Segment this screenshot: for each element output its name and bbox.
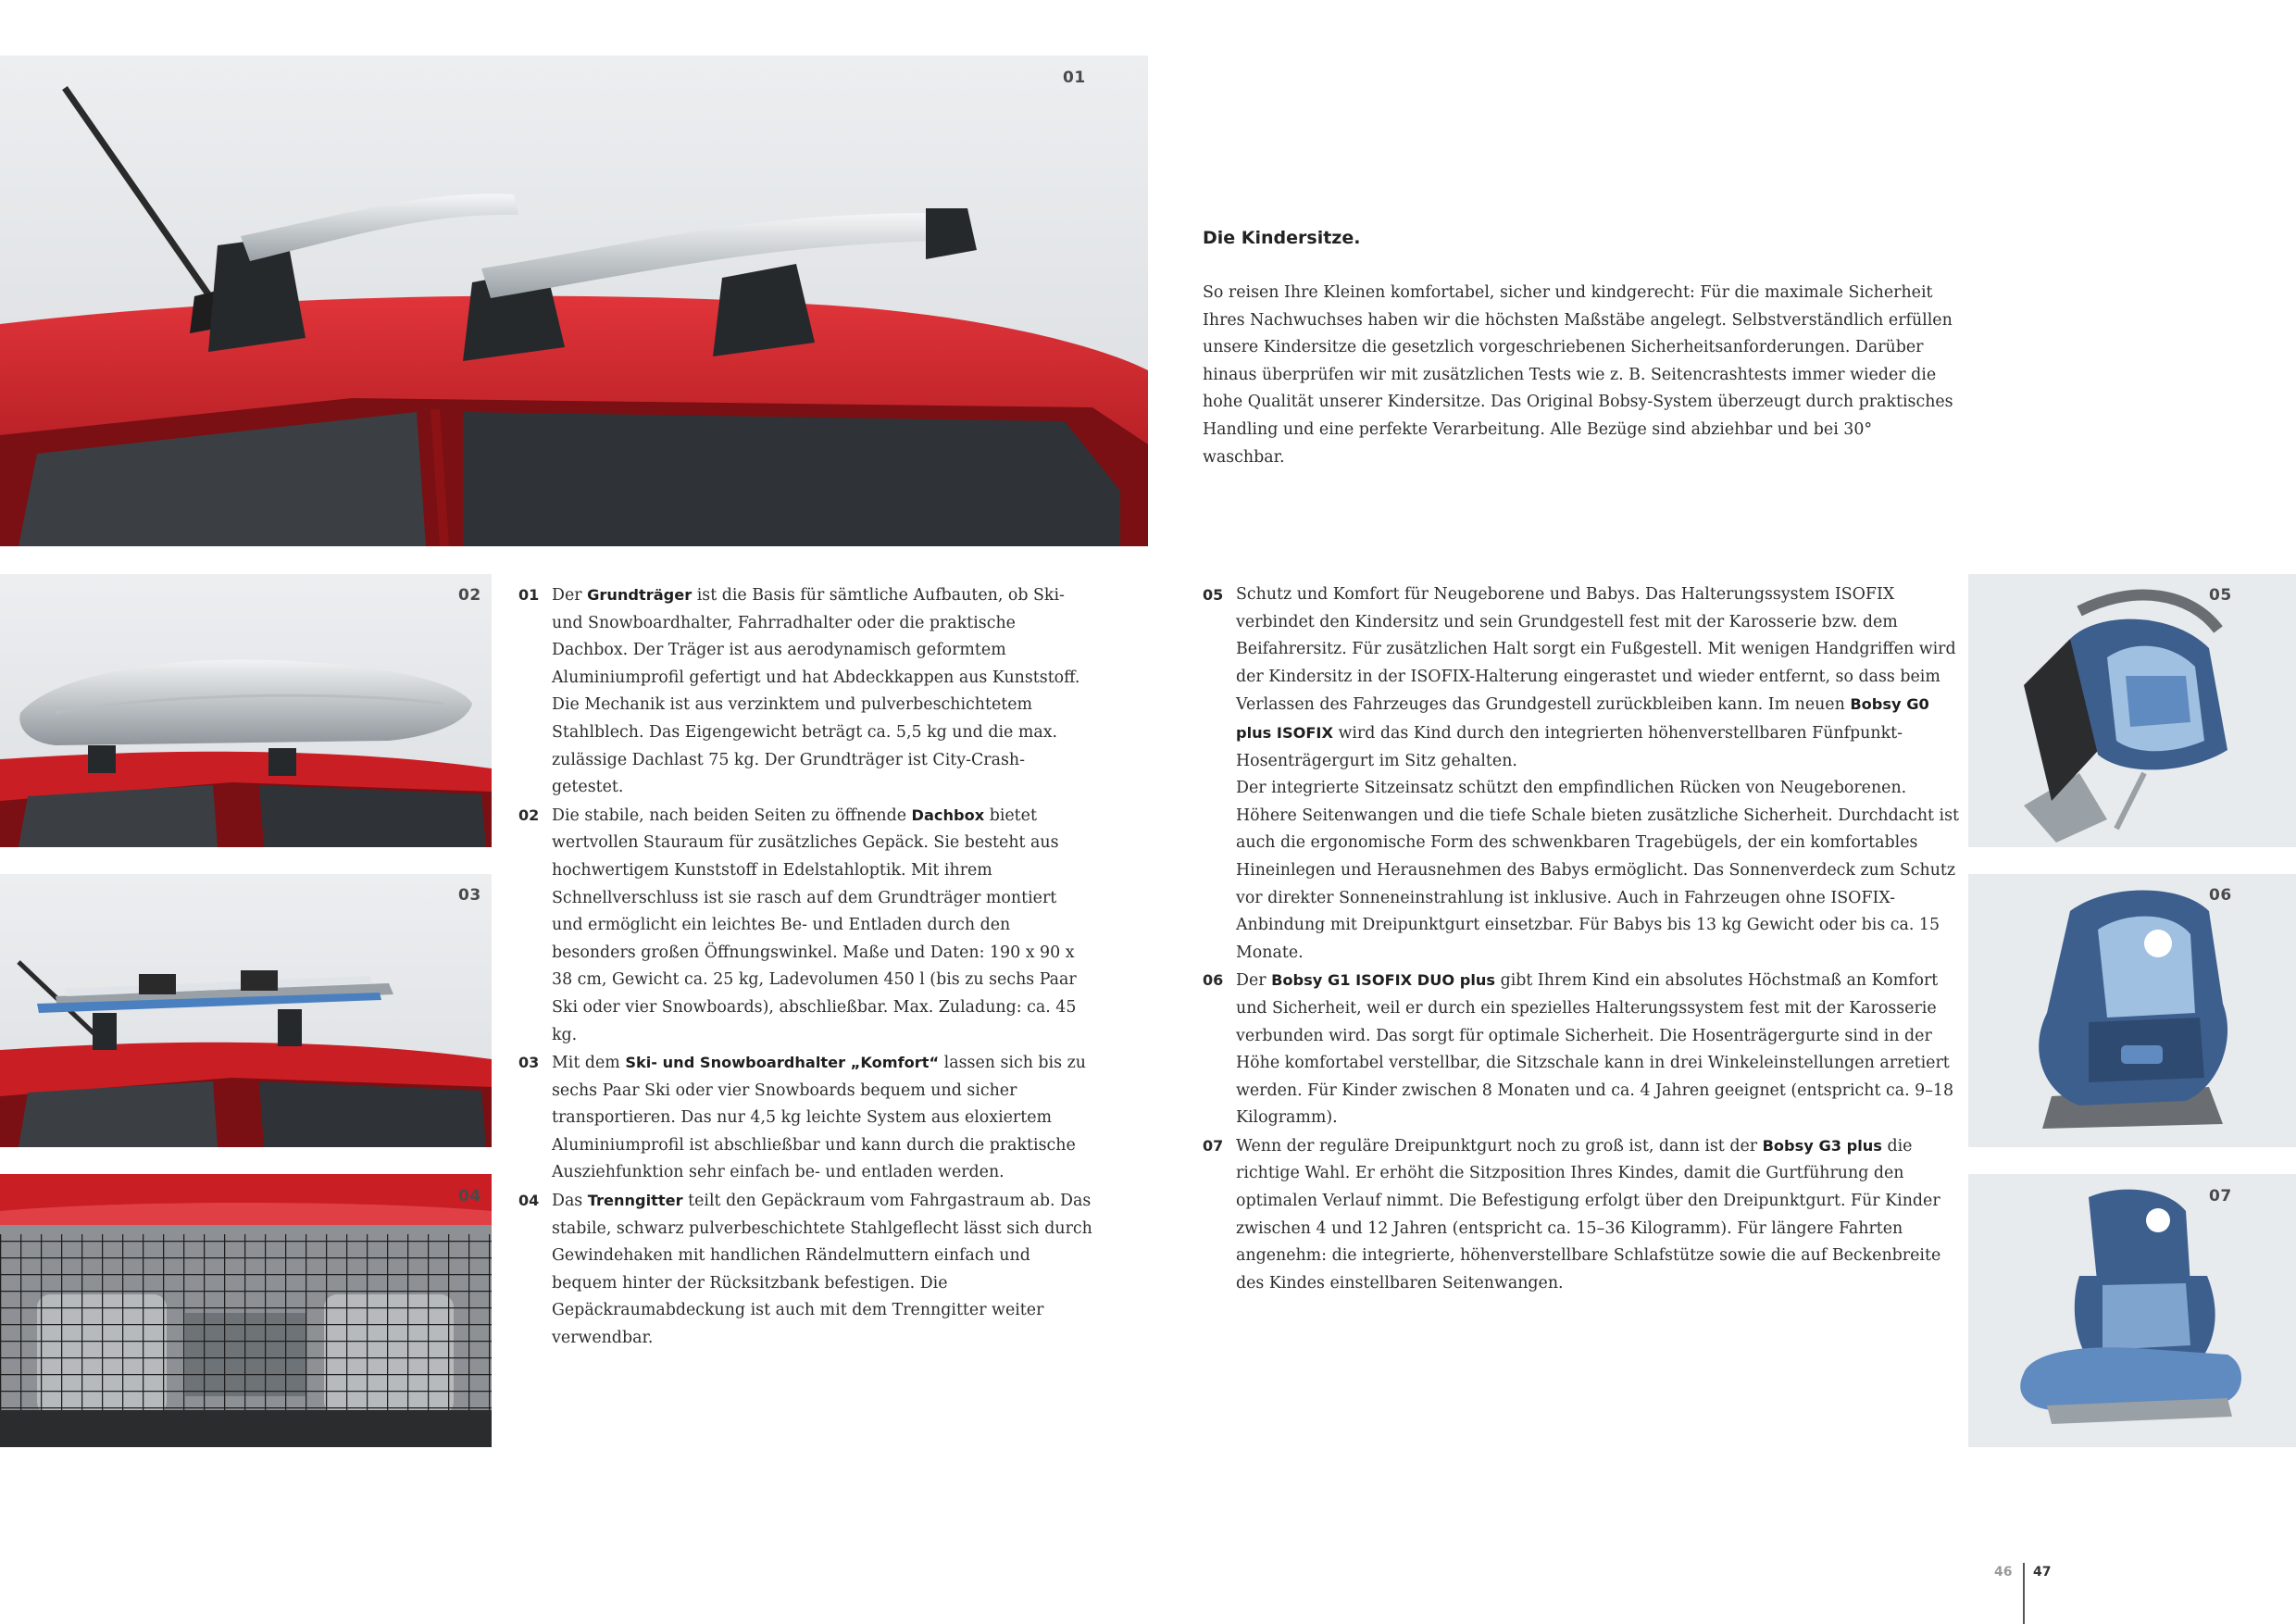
photo-baby-seat (1968, 574, 2296, 847)
photo-child-seat-g1 (1968, 874, 2296, 1147)
photo-separation-grille (0, 1174, 492, 1447)
item-number: 02 (518, 806, 540, 824)
page-number-right: 47 (2033, 1565, 2052, 1580)
photo-ski-rack (0, 874, 492, 1147)
item-03 (518, 1049, 1092, 1187)
item-number: 04 (518, 1192, 540, 1210)
item-text: Der Bobsy G1 ISOFIX DUO plus gibt Ihrem Kind ein absolutes Höchstmaß an Komfort und Sicherheit, weil er durch ein spezielles Halterungssystem fest mit der Karosserie verbunden wird. Das sorgt für optimale Sicherheit. Die Hosenträgergurte sind in der Höhe komfortabel verstellbar, die Sitzschale kann in drei Winkeleinstellungen arretiert werden. Für Kinder zwischen 8 Monaten und ca. 4 Jahren geeignet (entspricht ca. 9–18 Kilogramm). (1236, 971, 1954, 1128)
item-02 (518, 802, 1092, 1049)
item-text: Schutz und Komfort für Neugeborene und Babys. Das Halterungssystem ISOFIX verbindet den Kindersitz und sein Grundgestell fest mit der Karosserie bzw. dem Beifahrersitz. Für zusätzlichen Halt sorgt ein Fußgestell. Mit wenigen Handgriffen wird der Kindersitz in der ISOFIX-Halterung eingerastet und wieder entfernt, so dass beim Verlassen des Fahrzeuges das Grundgestell zurückbleiben kann. Im neuen Bobsy G0 plus ISOFIX wird das Kind durch den integrierten höhenverstellbaren Fünfpunkt-Hosenträgergurt im Sitz gehalten. (1236, 585, 1956, 770)
item-number: 05 (1203, 586, 1224, 604)
photo-label-03: 03 (458, 886, 481, 905)
section-heading: Die Kindersitze. (1203, 228, 1361, 248)
item-number: 06 (1203, 971, 1224, 990)
product-name: Bobsy G3 plus (1762, 1136, 1882, 1155)
child-seats-text-column (1203, 581, 1962, 1297)
item-number: 07 (1203, 1136, 1224, 1155)
product-name: Ski- und Snowboardhalter „Komfort“ (625, 1054, 940, 1072)
photo-label-04: 04 (458, 1187, 481, 1206)
photo-label-06: 06 (2209, 886, 2232, 905)
item-text: Mit dem Ski- und Snowboardhalter „Komfort“ lassen sich bis zu sechs Paar Ski oder vier Snowboards bequem und sicher transportieren. Das nur 4,5 kg leichte System aus eloxiertem Aluminiumprofil ist abschließbar und kann durch die praktische Ausziehfunktion sehr einfach be- und entladen werden. (552, 1054, 1086, 1182)
photo-label-01: 01 (1063, 69, 1086, 87)
item-number: 01 (518, 586, 540, 604)
item-05 (1203, 581, 1962, 967)
item-number: 03 (518, 1054, 540, 1072)
product-name: Trenngitter (587, 1192, 683, 1210)
photo-booster-seat-g3 (1968, 1174, 2296, 1447)
item-06 (1203, 967, 1962, 1132)
photo-label-07: 07 (2209, 1187, 2232, 1206)
item-text: Das Trenngitter teilt den Gepäckraum vom Fahrgastraum ab. Das stabile, schwarz pulverbeschichtete Stahlgeflecht lässt sich durch Gewindehaken mit handlichen Rändelmuttern einfach und bequem hinter der Rücksitzbank befestigen. Die Gepäckraumabdeckung ist auch mit dem Trenngitter weiter verwendbar. (552, 1192, 1092, 1348)
folio-divider (2023, 1563, 2025, 1624)
item-01 (518, 581, 1092, 802)
item-text: Der Grundträger ist die Basis für sämtliche Aufbauten, ob Ski- und Snowboardhalter, Fahrradhalter oder die praktische Dachbox. Der Träger ist aus aerodynamisch geformtem Aluminiumprofil gefertigt und hat Abdeckkappen aus Kunststoff. Die Mechanik ist aus verzinktem und pulverbeschichtetem Stahlblech. Das Eigengewicht beträgt ca. 5,5 kg und die max. zulässige Dachlast 75 kg. Der Grundträger ist City-Crash-getestet. (552, 586, 1080, 797)
item-text-continued: Der integrierte Sitzeinsatz schützt den empfindlichen Rücken von Neugeborenen. Höhere Seitenwangen und die tiefe Schale bieten zusätzliche Sicherheit. Durchdacht ist auch die ergonomische Form des schwenkbaren Tragebügels, der ein komfortables Hineinlegen und Herausnehmen des Babys ermöglicht. Das Sonnenverdeck zum Schutz vor direkter Sonneneinstrahlung ist inklusive. Auch in Fahrzeugen ohne ISOFIX-Anbindung mit Dreipunktgurt einsetzbar. Für Babys bis 13 kg Gewicht oder bis ca. 15 Monate. (1236, 779, 1960, 962)
photo-roof-box (0, 574, 492, 847)
product-name: Bobsy G0 plus ISOFIX (1236, 695, 1929, 742)
item-text: Die stabile, nach beiden Seiten zu öffnende Dachbox bietet wertvollen Stauraum für zusätzliches Gepäck. Sie besteht aus hochwertigem Kunststoff in Edelstahloptik. Mit ihrem Schnellverschluss ist sie rasch auf dem Grundträger montiert und ermöglicht ein leichtes Be- und Entladen durch den besonders großen Öffnungswinkel. Maße und Daten: 190 x 90 x 38 cm, Gewicht ca. 25 kg, Ladevolumen 450 l (bis zu sechs Paar Ski oder vier Snowboards), abschließbar. Max. Zuladung: ca. 45 kg. (552, 806, 1077, 1044)
item-07 (1203, 1132, 1962, 1298)
page-number-left: 46 (1994, 1565, 2013, 1580)
section-intro: So reisen Ihre Kleinen komfortabel, sicher und kindgerecht: Für die maximale Sicherheit Ihres Nachwuchses haben wir die höchsten Maßstäbe angelegt. Selbstverständlich erfüllen unsere Kindersitze die gesetzlich vorgeschriebenen Sicherheitsanforderungen. Darüber hinaus überprüfen wir mit zusätzlichen Tests wie z. B. Seitencrashtests immer wieder die hohe Qualität unserer Kindersitze. Das Original Bobsy-System überzeugt durch praktisches Handling und eine perfekte Verarbeitung. Alle Bezüge sind abziehbar und bei 30° waschbar. (1203, 283, 1953, 467)
accessories-text-column (518, 581, 1092, 1353)
photo-label-02: 02 (458, 586, 481, 605)
photo-label-05: 05 (2209, 586, 2232, 605)
product-name: Grundträger (587, 586, 693, 604)
product-name: Bobsy G1 ISOFIX DUO plus (1271, 971, 1496, 990)
item-text: Wenn der reguläre Dreipunktgurt noch zu groß ist, dann ist der Bobsy G3 plus die richtige Wahl. Er erhöht die Sitzposition Ihres Kindes, damit die Gurtführung den optimalen Verlauf nimmt. Die Befestigung erfolgt über den Dreipunktgurt. Für Kinder zwischen 4 und 12 Jahren (entspricht ca. 15–36 Kilogramm). Für längere Fahrten angenehm: die integrierte, höhenverstellbare Schlafstütze sowie die auf Beckenbreite des Kindes einstellbaren Seitenwangen. (1236, 1136, 1941, 1293)
photo-roof-rack (0, 56, 1148, 546)
product-name: Dachbox (911, 806, 985, 824)
item-04 (518, 1187, 1092, 1353)
